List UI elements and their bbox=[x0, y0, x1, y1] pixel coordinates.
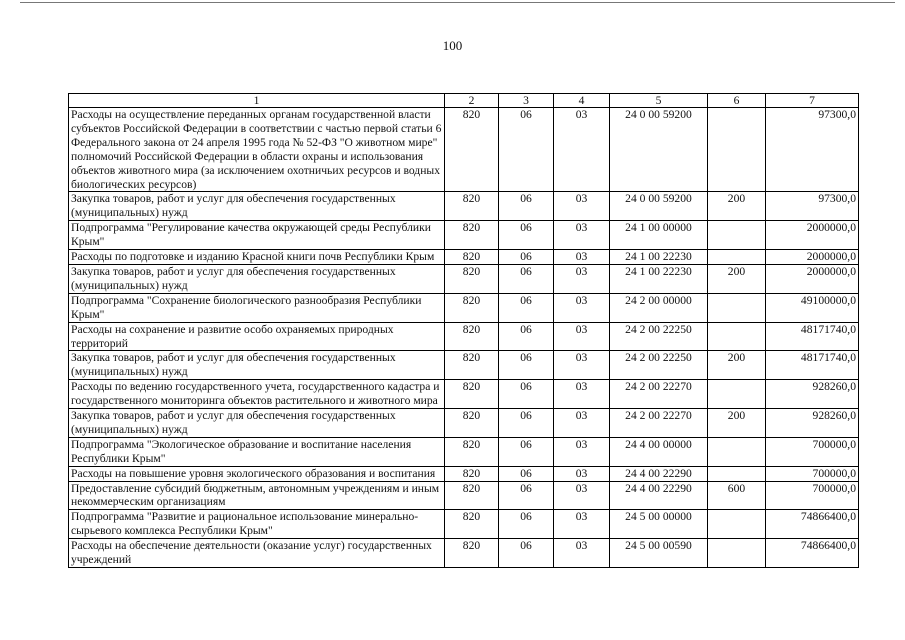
subsection-code-cell: 03 bbox=[554, 108, 610, 192]
table-row bbox=[69, 539, 859, 568]
header-cell-3: 3 bbox=[499, 94, 554, 108]
amount-cell: 2000000,0 bbox=[766, 250, 859, 265]
subsection-code-cell: 03 bbox=[554, 192, 610, 221]
section-code-cell: 06 bbox=[499, 108, 554, 192]
amount-cell: 74866400,0 bbox=[766, 510, 859, 539]
subsection-code-cell: 03 bbox=[554, 437, 610, 466]
header-cell-5: 5 bbox=[610, 94, 708, 108]
subsection-code-cell: 03 bbox=[554, 293, 610, 322]
section-code-cell: 06 bbox=[499, 250, 554, 265]
ministry-code-cell: 820 bbox=[445, 322, 499, 351]
ministry-code-cell: 820 bbox=[445, 437, 499, 466]
header-cell-6: 6 bbox=[708, 94, 766, 108]
subsection-code-cell: 03 bbox=[554, 481, 610, 510]
table-row bbox=[69, 250, 859, 265]
table-row bbox=[69, 108, 859, 192]
table-row bbox=[69, 466, 859, 481]
item-name-cell: Закупка товаров, работ и услуг для обеспечения государственных (муниципальных) нужд bbox=[69, 409, 445, 438]
item-name-cell: Подпрограмма "Сохранение биологического разнообразия Республики Крым" bbox=[69, 293, 445, 322]
item-name-cell: Закупка товаров, работ и услуг для обеспечения государственных (муниципальных) нужд bbox=[69, 192, 445, 221]
ministry-code-cell: 820 bbox=[445, 293, 499, 322]
expense-type-code-cell: 200 bbox=[708, 192, 766, 221]
header-cell-7: 7 bbox=[766, 94, 859, 108]
header-cell-2: 2 bbox=[445, 94, 499, 108]
expense-type-code-cell: 200 bbox=[708, 351, 766, 380]
ministry-code-cell: 820 bbox=[445, 108, 499, 192]
ministry-code-cell: 820 bbox=[445, 409, 499, 438]
item-name-cell: Расходы на сохранение и развитие особо охраняемых природных территорий bbox=[69, 322, 445, 351]
table-row bbox=[69, 481, 859, 510]
section-code-cell: 06 bbox=[499, 192, 554, 221]
subsection-code-cell: 03 bbox=[554, 539, 610, 568]
ministry-code-cell: 820 bbox=[445, 264, 499, 293]
item-name-cell: Подпрограмма "Экологическое образование и воспитание населения Республики Крым" bbox=[69, 437, 445, 466]
section-code-cell: 06 bbox=[499, 293, 554, 322]
ministry-code-cell: 820 bbox=[445, 221, 499, 250]
target-article-code-cell: 24 2 00 22250 bbox=[610, 351, 708, 380]
section-code-cell: 06 bbox=[499, 380, 554, 409]
target-article-code-cell: 24 2 00 22250 bbox=[610, 322, 708, 351]
table-row bbox=[69, 510, 859, 539]
amount-cell: 2000000,0 bbox=[766, 264, 859, 293]
table-row bbox=[69, 351, 859, 380]
table-row bbox=[69, 221, 859, 250]
section-code-cell: 06 bbox=[499, 437, 554, 466]
table-row bbox=[69, 264, 859, 293]
target-article-code-cell: 24 2 00 22270 bbox=[610, 380, 708, 409]
ministry-code-cell: 820 bbox=[445, 510, 499, 539]
expense-type-code-cell bbox=[708, 380, 766, 409]
expense-type-code-cell: 200 bbox=[708, 409, 766, 438]
amount-cell: 700000,0 bbox=[766, 466, 859, 481]
subsection-code-cell: 03 bbox=[554, 250, 610, 265]
table-row bbox=[69, 293, 859, 322]
page-top-rule bbox=[20, 2, 895, 3]
subsection-code-cell: 03 bbox=[554, 409, 610, 438]
expense-type-code-cell: 200 bbox=[708, 264, 766, 293]
expense-type-code-cell bbox=[708, 221, 766, 250]
section-code-cell: 06 bbox=[499, 481, 554, 510]
target-article-code-cell: 24 2 00 00000 bbox=[610, 293, 708, 322]
ministry-code-cell: 820 bbox=[445, 539, 499, 568]
budget-table bbox=[68, 93, 859, 568]
table-row bbox=[69, 192, 859, 221]
section-code-cell: 06 bbox=[499, 351, 554, 380]
subsection-code-cell: 03 bbox=[554, 351, 610, 380]
table-header-row bbox=[69, 94, 859, 108]
item-name-cell: Расходы по ведению государственного учета, государственного кадастра и государственного мониторинга объектов растительного и животного мира bbox=[69, 380, 445, 409]
amount-cell: 928260,0 bbox=[766, 409, 859, 438]
table-row bbox=[69, 409, 859, 438]
amount-cell: 74866400,0 bbox=[766, 539, 859, 568]
subsection-code-cell: 03 bbox=[554, 380, 610, 409]
target-article-code-cell: 24 4 00 22290 bbox=[610, 481, 708, 510]
section-code-cell: 06 bbox=[499, 466, 554, 481]
ministry-code-cell: 820 bbox=[445, 380, 499, 409]
amount-cell: 97300,0 bbox=[766, 108, 859, 192]
page-number: 100 bbox=[442, 38, 463, 53]
expense-type-code-cell bbox=[708, 510, 766, 539]
header-cell-4: 4 bbox=[554, 94, 610, 108]
target-article-code-cell: 24 4 00 22290 bbox=[610, 466, 708, 481]
expense-type-code-cell: 600 bbox=[708, 481, 766, 510]
target-article-code-cell: 24 1 00 22230 bbox=[610, 264, 708, 293]
header-cell-1: 1 bbox=[69, 94, 445, 108]
amount-cell: 2000000,0 bbox=[766, 221, 859, 250]
amount-cell: 48171740,0 bbox=[766, 322, 859, 351]
target-article-code-cell: 24 1 00 22230 bbox=[610, 250, 708, 265]
subsection-code-cell: 03 bbox=[554, 221, 610, 250]
ministry-code-cell: 820 bbox=[445, 250, 499, 265]
item-name-cell: Предоставление субсидий бюджетным, автономным учреждениям и иным некоммерческим организациям bbox=[69, 481, 445, 510]
item-name-cell: Расходы на повышение уровня экологического образования и воспитания bbox=[69, 466, 445, 481]
section-code-cell: 06 bbox=[499, 221, 554, 250]
amount-cell: 700000,0 bbox=[766, 481, 859, 510]
subsection-code-cell: 03 bbox=[554, 264, 610, 293]
section-code-cell: 06 bbox=[499, 264, 554, 293]
target-article-code-cell: 24 5 00 00000 bbox=[610, 510, 708, 539]
subsection-code-cell: 03 bbox=[554, 322, 610, 351]
target-article-code-cell: 24 0 00 59200 bbox=[610, 192, 708, 221]
amount-cell: 48171740,0 bbox=[766, 351, 859, 380]
target-article-code-cell: 24 0 00 59200 bbox=[610, 108, 708, 192]
item-name-cell: Расходы на обеспечение деятельности (оказание услуг) государственных учреждений bbox=[69, 539, 445, 568]
table-row bbox=[69, 380, 859, 409]
section-code-cell: 06 bbox=[499, 539, 554, 568]
target-article-code-cell: 24 5 00 00590 bbox=[610, 539, 708, 568]
expense-type-code-cell bbox=[708, 539, 766, 568]
item-name-cell: Расходы по подготовке и изданию Красной книги почв Республики Крым bbox=[69, 250, 445, 265]
amount-cell: 928260,0 bbox=[766, 380, 859, 409]
amount-cell: 97300,0 bbox=[766, 192, 859, 221]
subsection-code-cell: 03 bbox=[554, 466, 610, 481]
amount-cell: 49100000,0 bbox=[766, 293, 859, 322]
item-name-cell: Подпрограмма "Развитие и рациональное использование минерально-сырьевого комплекса Республики Крым" bbox=[69, 510, 445, 539]
expense-type-code-cell bbox=[708, 466, 766, 481]
target-article-code-cell: 24 1 00 00000 bbox=[610, 221, 708, 250]
expense-type-code-cell bbox=[708, 108, 766, 192]
ministry-code-cell: 820 bbox=[445, 466, 499, 481]
amount-cell: 700000,0 bbox=[766, 437, 859, 466]
item-name-cell: Закупка товаров, работ и услуг для обеспечения государственных (муниципальных) нужд bbox=[69, 351, 445, 380]
target-article-code-cell: 24 2 00 22270 bbox=[610, 409, 708, 438]
subsection-code-cell: 03 bbox=[554, 510, 610, 539]
ministry-code-cell: 820 bbox=[445, 192, 499, 221]
ministry-code-cell: 820 bbox=[445, 481, 499, 510]
table-body bbox=[69, 108, 859, 568]
expense-type-code-cell bbox=[708, 322, 766, 351]
ministry-code-cell: 820 bbox=[445, 351, 499, 380]
item-name-cell: Расходы на осуществление переданных органам государственной власти субъектов Российской Федерации в соответствии с частью первой статьи 6 Федерального закона от 24 апреля 1995 года № 52-ФЗ "О животном мире" полномочий Российской Федерации в области охраны и использования объектов животного мира (за исключением охотничьих ресурсов и водных биологических ресурсов) bbox=[69, 108, 445, 192]
expense-type-code-cell bbox=[708, 437, 766, 466]
item-name-cell: Закупка товаров, работ и услуг для обеспечения государственных (муниципальных) нужд bbox=[69, 264, 445, 293]
table-row bbox=[69, 322, 859, 351]
section-code-cell: 06 bbox=[499, 322, 554, 351]
expense-type-code-cell bbox=[708, 250, 766, 265]
table-row bbox=[69, 437, 859, 466]
item-name-cell: Подпрограмма "Регулирование качества окружающей среды Республики Крым" bbox=[69, 221, 445, 250]
expense-type-code-cell bbox=[708, 293, 766, 322]
section-code-cell: 06 bbox=[499, 409, 554, 438]
target-article-code-cell: 24 4 00 00000 bbox=[610, 437, 708, 466]
section-code-cell: 06 bbox=[499, 510, 554, 539]
